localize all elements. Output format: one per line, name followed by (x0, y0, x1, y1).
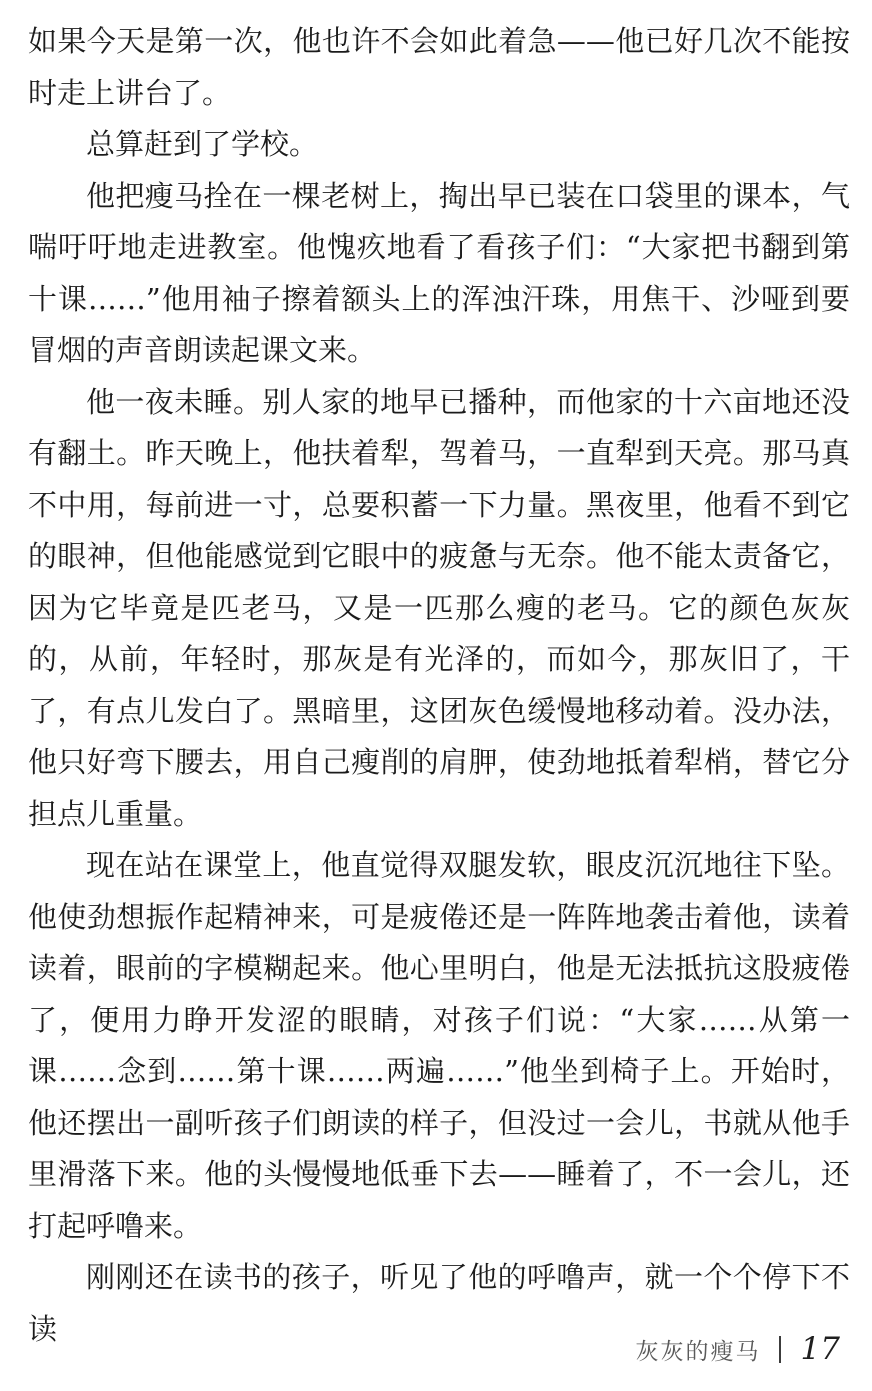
paragraph: 总算赶到了学校。 (86, 127, 319, 161)
page-footer (636, 1331, 840, 1367)
paragraph: 如果今天是第一次，他也许不会如此着急——他已好几次不能按时走上讲台了。 (28, 24, 850, 110)
page-number: 17 (800, 1331, 840, 1367)
paragraph: 他一夜未睡。别人家的地早已播种，而他家的十六亩地还没有翻土。昨天晚上，他扶着犁，驾着马，一直犁到天亮。那马真不中用，每前进一寸，总要积蓄一下力量。黑夜里，他看不到它的眼神，但他能感觉到它眼中的疲惫与无奈。他不能太责备它，因为它毕竟是匹老马，又是一匹那么瘦的老马。它的颜色灰灰的，从前，年轻时，那灰是有光泽的，而如今，那灰旧了，干了，有点儿发白了。黑暗里，这团灰色缓慢地移动着。没办法，他只好弯下腰去，用自己瘦削的肩胛，使劲地抵着犁梢，替它分担点儿重量。 (28, 384, 850, 831)
paragraph: 刚刚还在读书的孩子，听见了他的呼噜声，就一个个停下不读 (28, 1260, 850, 1346)
paragraph: 他把瘦马拴在一棵老树上，掏出早已装在口袋里的课本，气喘吁吁地走进教室。他愧疚地看了看孩子们：“大家把书翻到第十课……”他用袖子擦着额头上的浑浊汗珠，用焦干、沙哑到要冒烟的声音朗读起课文来。 (28, 178, 850, 367)
chapter-title: 灰灰的瘦马 (635, 1338, 761, 1365)
story-text-block (28, 16, 850, 1355)
paragraph: 现在站在课堂上，他直觉得双腿发软，眼皮沉沉地往下坠。他使劲想振作起精神来，可是疲倦还是一阵阵地袭击着他，读着读着，眼前的字模糊起来。他心里明白，他是无法抵抗这股疲倦了，便用力睁开发涩的眼睛，对孩子们说：“大家……从第一课……念到……第十课……两遍……”他坐到椅子上。开始时，他还摆出一副听孩子们朗读的样子，但没过一会儿，书就从他手里滑落下来。他的头慢慢地低垂下去——睡着了，不一会儿，还打起呼噜来。 (28, 848, 850, 1243)
vertical-bar-icon (779, 1336, 781, 1363)
